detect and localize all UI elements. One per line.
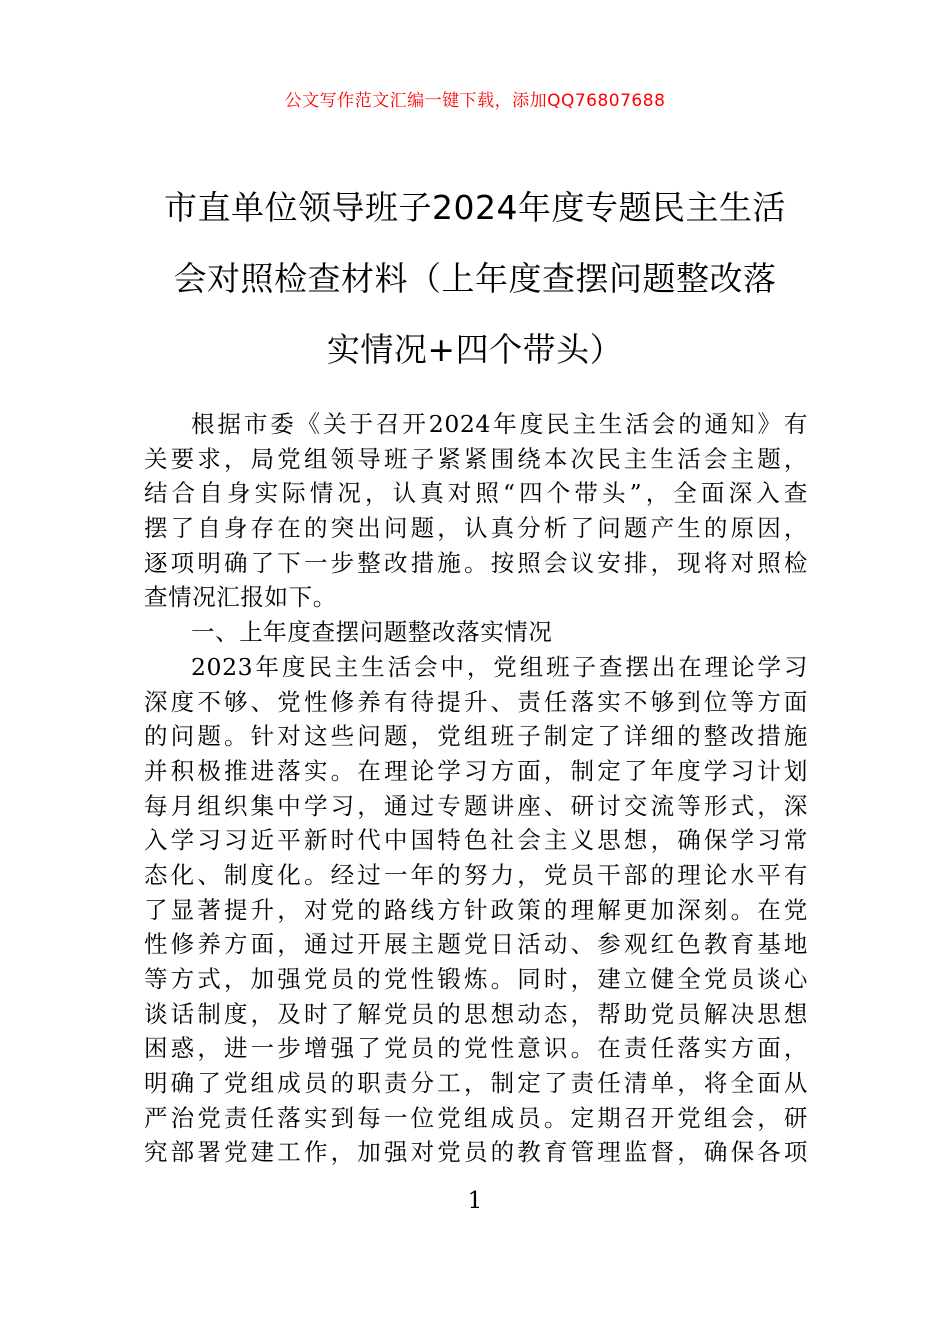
title-line-1: 市直单位领导班子2024年度专题民主生活 (164, 188, 786, 227)
title-line-2: 会对照检查材料（上年度查摆问题整改落 (173, 259, 777, 298)
title-line-3: 实情况+四个带头） (326, 330, 624, 369)
section-line-10: 等方式，加强党员的党性锻炼。同时，建立健全党员谈心 (144, 965, 808, 993)
section-heading-text: 一、上年度查摆问题整改落实情况 (191, 618, 553, 647)
intro-line-1: 根据市委《关于召开2024年度民主生活会的通知》有 (191, 410, 808, 438)
section-line-2: 深度不够、党性修养有待提升、责任落实不够到位等方面 (144, 687, 808, 716)
section-line-8: 了显著提升，对党的路线方针政策的理解更加深刻。在党 (144, 895, 808, 924)
intro-line-3: 结合自身实际情况，认真对照“四个带头”，全面深入查 (144, 479, 808, 508)
intro-line-5: 逐项明确了下一步整改措施。按照会议安排，现将对照检 (144, 548, 808, 577)
section-line-5: 每月组织集中学习，通过专题讲座、研讨交流等形式，深 (144, 791, 808, 820)
section-line-7: 态化、制度化。经过一年的努力，党员干部的理论水平有 (144, 860, 808, 889)
section-heading (144, 615, 808, 650)
intro-line-6: 查情况汇报如下。 (144, 583, 337, 612)
section-line-9: 性修养方面，通过开展主题党日活动、参观红色教育基地 (144, 930, 808, 959)
section-line-1: 2023年度民主生活会中，党组班子查摆出在理论学习 (191, 652, 808, 681)
header-ad-text: 公文写作范文汇编一键下载，添加QQ76807688 (284, 91, 666, 111)
section-line-14: 严治党责任落实到每一位党组成员。定期召开党组会，研 (144, 1103, 808, 1132)
section-line-6: 入学习习近平新时代中国特色社会主义思想，确保学习常 (144, 826, 808, 855)
page-number: 1 (467, 1188, 483, 1214)
section-line-3: 的问题。针对这些问题，党组班子制定了详细的整改措施 (144, 722, 808, 751)
section-line-12: 困惑，进一步增强了党员的党性意识。在责任落实方面， (144, 1034, 808, 1063)
section-one-paragraph (144, 650, 808, 1170)
section-line-15: 究部署党建工作，加强对党员的教育管理监督，确保各项 (144, 1138, 808, 1167)
intro-line-4: 摆了自身存在的突出问题，认真分析了问题产生的原因， (144, 514, 808, 543)
intro-line-2: 关要求，局党组领导班子紧紧围绕本次民主生活会主题， (144, 444, 808, 473)
document-body (144, 407, 808, 1170)
intro-paragraph (144, 407, 808, 615)
section-line-4: 并积极推进落实。在理论学习方面，制定了年度学习计划 (144, 756, 808, 785)
document-title (140, 172, 810, 385)
section-line-13: 明确了党组成员的职责分工，制定了责任清单，将全面从 (144, 1069, 808, 1098)
section-line-11: 谈话制度，及时了解党员的思想动态，帮助党员解决思想 (144, 999, 808, 1028)
